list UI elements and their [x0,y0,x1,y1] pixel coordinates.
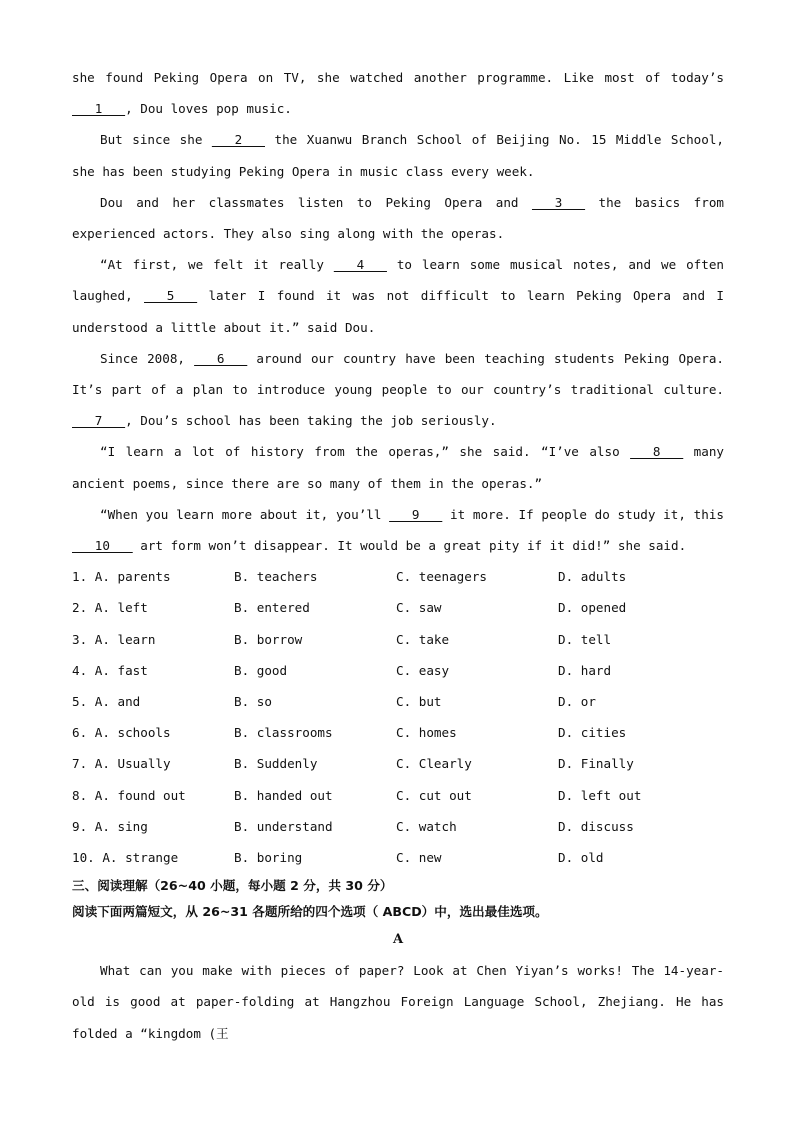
option-d: D. left out [558,787,642,803]
passage-paragraph-4 [72,249,724,343]
option-b: B. classrooms [234,725,333,741]
option-d: D. or [558,694,596,709]
option-row-1 [72,561,724,592]
option-c: C. easy [396,662,450,678]
text: But since she [100,132,212,148]
option-a: 4. A. fast [72,662,148,678]
option-row-4 [72,655,724,686]
option-b: B. teachers [234,569,318,585]
blank-7: ___7___ [72,413,126,429]
option-row-9 [72,811,724,842]
passage-paragraph-5 [72,343,724,437]
option-c: C. new [396,849,442,865]
passage-paragraph-6 [72,436,724,498]
option-b: B. good [234,662,288,678]
section-title: 三、阅读理解（26~40 小题，每小题 2 分，共 30 分） [72,878,393,894]
text: , Dou’s school has been taking the job seriously. [125,413,497,429]
option-row-7 [72,748,724,779]
text: to learn some musical notes, and we often laughed, [72,257,724,304]
passage-paragraph-7 [72,499,724,561]
passage-paragraph-1 [72,62,724,124]
text: around our country have been teaching students Peking Opera. It’s part of a plan to introduce young people to our country’s traditional culture. [72,350,724,398]
option-d: D. cities [558,725,627,741]
option-b: B. boring [234,849,303,865]
text: “When you learn more about it, you’ll [100,506,390,522]
option-b: B. understand [234,818,333,834]
text: it more. If people do study it, this [442,506,724,522]
option-row-6 [72,717,724,748]
passage-paragraph-2 [72,124,724,186]
option-b: B. Suddenly [234,756,318,772]
passage-label: A [392,932,404,948]
option-a: 1. A. parents [72,569,171,585]
option-row-5 [72,686,724,717]
option-a: 5. A. and [72,694,141,709]
text: Dou and her classmates listen to Peking Opera and [100,194,532,210]
option-c: C. but [396,694,442,709]
option-d: D. adults [558,569,627,585]
option-a: 2. A. left [72,600,148,616]
option-c: C. homes [396,725,457,741]
text: later I found it was not difficult to learn Peking Opera and I understood a little about it.” said Dou. [72,288,724,335]
reading-paragraph: What can you make with pieces of paper? Look at Chen Yiyan’s works! The 14-year-old is good at paper-folding at Hangzhou Foreign Language School, Zhejiang. He has folded a “kingdom (王 [72,963,724,1041]
text: “At first, we felt it really [100,257,334,273]
option-a: 3. A. learn [72,631,156,647]
text: art form won’t disappear. It would be a great pity if it did!” she said. [132,538,687,554]
option-d: D. tell [558,631,612,647]
option-a: 10. A. strange [72,849,179,865]
option-c: C. Clearly [396,756,472,772]
option-a: 7. A. Usually [72,756,171,772]
option-b: B. borrow [234,631,303,647]
text: Since 2008, [100,350,195,366]
document-page [72,62,724,1049]
option-d: D. old [558,849,604,865]
blank-5: ___5___ [144,288,198,304]
blank-2: ___2___ [211,132,265,148]
answer-options [72,561,724,873]
option-c: C. take [396,631,450,647]
blank-10: ___10___ [72,538,133,554]
blank-9: ___9___ [389,506,443,522]
option-b: B. handed out [234,787,333,803]
text: the basics from experienced actors. They also sing along with the operas. [72,194,724,242]
section-instruction: 阅读下面两篇短文，从 26~31 各题所给的四个选项（ ABCD）中，选出最佳选项。 [72,904,548,920]
option-d: D. hard [558,662,612,678]
option-d: D. discuss [558,818,634,834]
option-row-3 [72,624,724,655]
option-a: 6. A. schools [72,725,171,741]
blank-4: ___4___ [333,257,387,273]
text: she found Peking Opera on TV, she watched another programme. Like most of today’s [72,70,724,85]
blank-1: ___1___ [72,101,126,117]
option-a: 8. A. found out [72,787,186,803]
option-d: D. opened [558,600,627,616]
option-row-2 [72,592,724,623]
blank-8: ___8___ [630,444,684,460]
passage-paragraph-3 [72,187,724,249]
option-c: C. watch [396,818,457,834]
option-row-8 [72,780,724,811]
option-c: C. teenagers [396,569,487,585]
option-c: C. cut out [396,787,472,803]
option-b: B. entered [234,600,310,616]
blank-3: ___3___ [531,194,586,210]
option-a: 9. A. sing [72,818,148,834]
option-row-10 [72,842,724,873]
text: the Xuanwu Branch School of Beijing No. 15 Middle School, she has been studying Peking Opera in music class every week. [72,132,724,179]
option-b: B. so [234,694,272,709]
text: , Dou loves pop music. [125,101,292,117]
option-c: C. saw [396,600,442,616]
blank-6: ___6___ [194,350,248,366]
text: many ancient poems, since there are so many of them in the operas.” [72,444,724,491]
text: “I learn a lot of history from the operas,” she said. “I’ve also [100,444,631,460]
option-d: D. Finally [558,756,634,772]
